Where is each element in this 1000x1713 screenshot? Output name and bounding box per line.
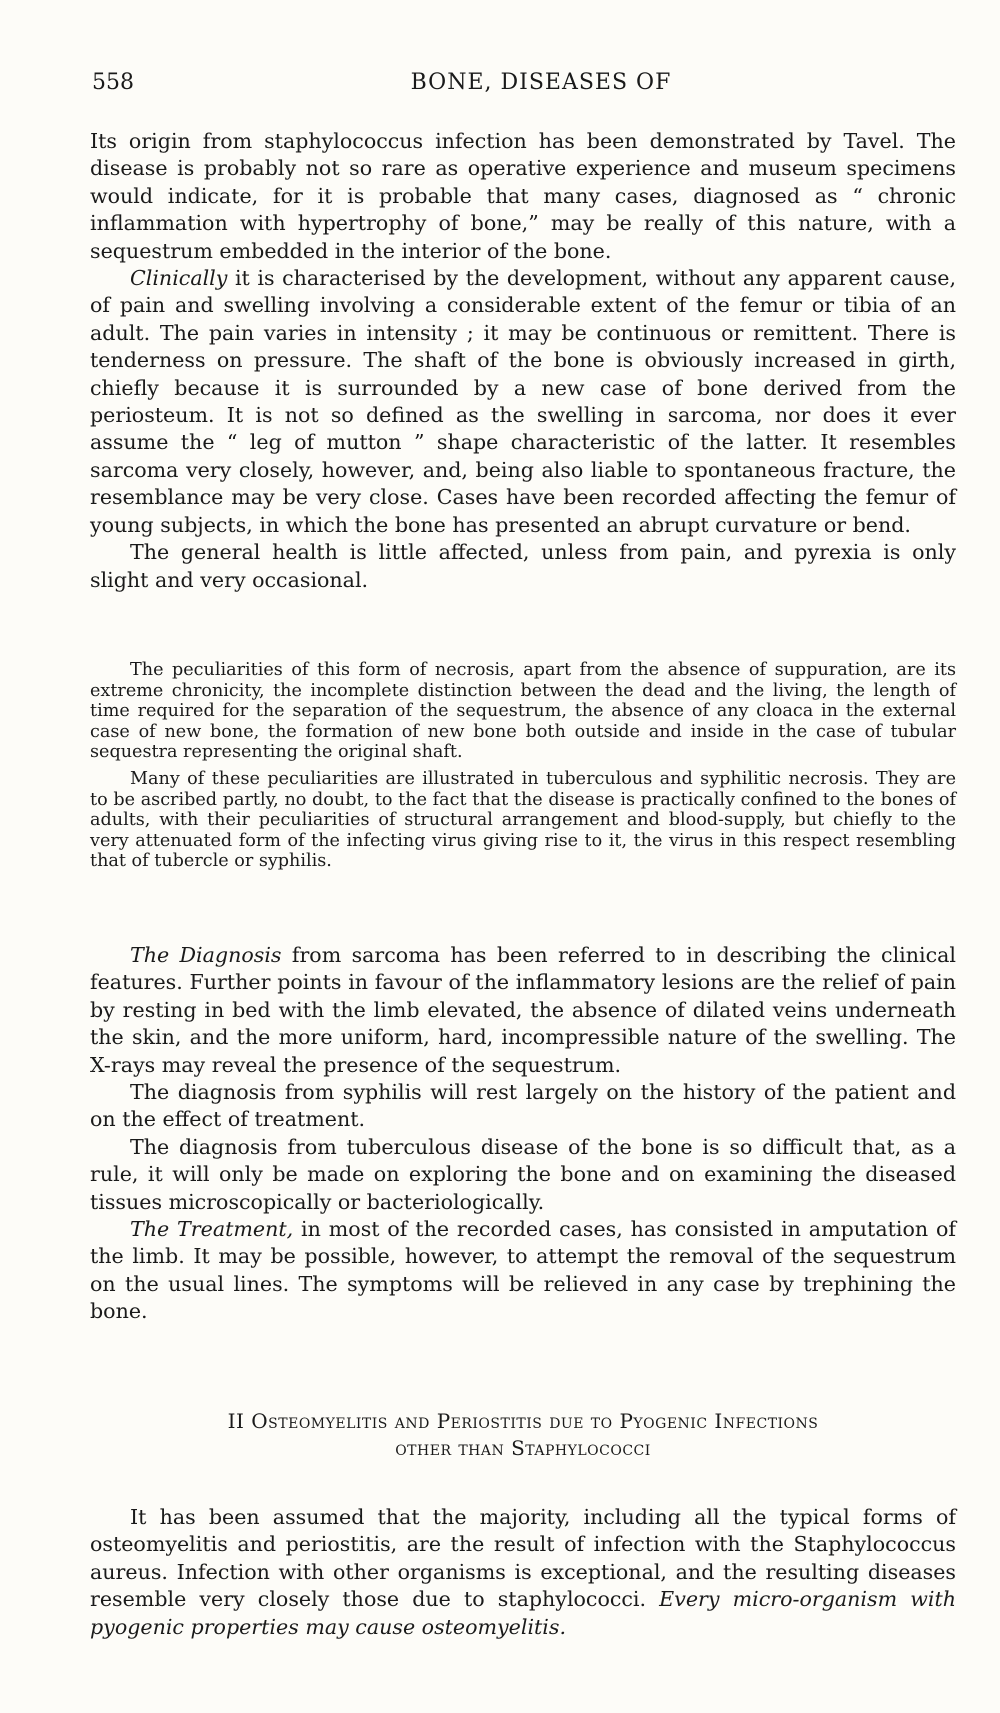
paragraph-origin: Its origin from staphylococcus infection has been demonstrated by Tavel. The disease is probably not so rare as operative experience and museum specimens would indicate, for it is probable that many cases, diagnosed as “ chronic inflammation with hypertrophy of bone,” may be really of this nature, with a sequestrum embedded in the interior of the bone. — [90, 129, 956, 263]
paragraph-many-peculiarities: Many of these peculiarities are illustrated in tuberculous and syphilitic necrosis. They are to be ascribed partly, no doubt, to the fact that the disease is practically confined to the bones of adults, with their peculiarities of structural arrangement and blood-supply, but chiefly to the very attenuated form of the infecting virus giving rise to it, the virus in this respect resembling that of tubercle or syphilis. — [90, 768, 956, 872]
page-number: 558 — [92, 70, 134, 95]
paragraph-peculiarities: The peculiarities of this form of necrosis, apart from the absence of suppuration, are its extreme chronicity, the incomplete distinction between the dead and the living, the length of time required for the separation of the sequestrum, the absence of any cloaca in the external case of new bone, the formation of new bone both outside and inside in the case of tubular sequestra representing the original shaft. — [90, 660, 956, 763]
diagnosis-text: from sarcoma has been referred to in describing the clinical features. Further points in favour of the inflammatory lesions are the relief of pain by resting in bed with the limb elevated, the absence of dilated veins underneath the skin, and the more uniform, hard, incompressible nature of the swelling. The X-rays may reveal the presence of the sequestrum. — [90, 943, 956, 1077]
paragraph-general-health: The general health is little affected, unless from pain, and pyrexia is only slight and very occasional. — [90, 540, 956, 592]
section-heading-line-2: other than Staphylococci — [395, 1436, 651, 1460]
page-header — [92, 70, 950, 100]
diagnosis-section — [90, 942, 956, 1326]
assumed-text: It has been assumed that the majority, including all the typical forms of osteomyelitis and periostitis, are the result of infection with the Staphylococcus aureus. Infection with other organisms is exceptional, and the resulting diseases resemble very closely those due to staphylococci. — [90, 1505, 956, 1612]
running-head: BONE, DISEASES OF — [410, 70, 672, 95]
section-2 — [90, 1504, 956, 1641]
paragraph-syphilis: The diagnosis from syphilis will rest largely on the history of the patient and on the effect of treatment. — [90, 1080, 956, 1132]
small-print-section — [90, 660, 956, 872]
paragraph-diagnosis — [90, 942, 956, 1079]
section-1 — [90, 128, 956, 594]
treatment-lead: The Treatment, — [130, 1217, 294, 1242]
paragraph-tuberculous: The diagnosis from tuberculous disease of the bone is so difficult that, as a rule, it will only be made on exploring the bone and on examining the diseased tissues microscopically or bacteriologically. — [90, 1134, 956, 1214]
assumed-italic: Every micro-organism with pyogenic properties may cause osteomyelitis. — [90, 1587, 956, 1639]
section-heading — [90, 1408, 956, 1462]
treatment-text: in most of the recorded cases, has consisted in amputation of the limb. It may be possible, however, to attempt the removal of the sequestrum on the usual lines. The symptoms will be relieved in any case by trephining the bone. — [90, 1217, 957, 1324]
paragraph-treatment — [90, 1216, 956, 1326]
clinically-lead: Clinically — [130, 266, 228, 291]
paragraph-assumed — [90, 1504, 956, 1641]
section-heading-line-1: II Osteomyelitis and Periostitis due to Pyogenic Infections — [227, 1409, 819, 1433]
diagnosis-lead: The Diagnosis — [130, 943, 282, 967]
clinically-text: it is characterised by the development, without any apparent cause, of pain and swelling involving a considerable extent of the femur or tibia of an adult. The pain varies in intensity ; it may be continuous or remittent. There is tenderness on pressure. The shaft of the bone is obviously increased in girth, chiefly because it is surrounded by a new case of bone derived from the periosteum. It is not so defined as the swelling in sarcoma, nor does it ever assume the “ leg of mutton ” shape characteristic of the latter. It resembles sarcoma very closely, however, and, being also liable to spontaneous fracture, the resemblance may be very close. Cases have been recorded affecting the femur of young subjects, in which the bone has presented an abrupt curvature or bend. — [90, 266, 956, 537]
paragraph-clinically — [90, 265, 956, 539]
